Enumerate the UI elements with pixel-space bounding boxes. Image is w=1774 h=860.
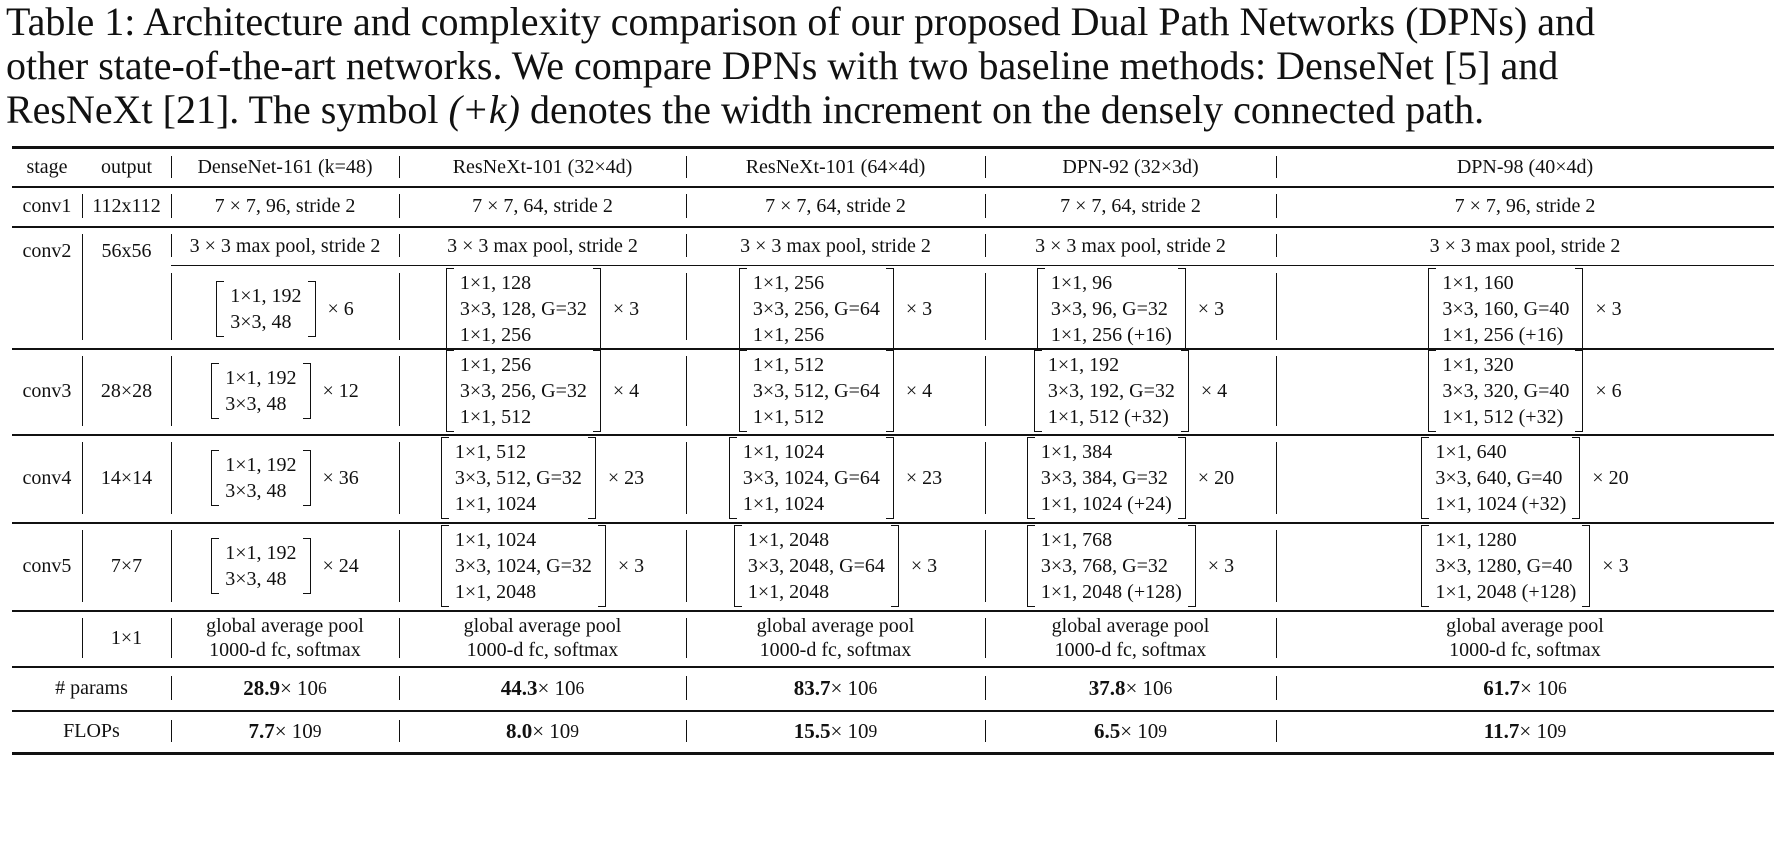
block-line: 1×1, 192	[230, 284, 302, 307]
conv2-block	[686, 269, 985, 348]
caption-line-1: Table 1: Architecture and complexity comparison of our proposed Dual Path Networks (DPNs) and	[6, 0, 1596, 44]
value-unit: × 10	[830, 719, 869, 743]
block-multiplier: × 12	[322, 380, 359, 402]
header-model: DenseNet-161 (k=48)	[197, 156, 373, 178]
block-line: 1×1, 1024	[454, 529, 537, 551]
conv2-block	[985, 269, 1276, 348]
block-line: 1×1, 512	[459, 406, 532, 428]
block-line: 1×1, 256	[459, 323, 532, 346]
flops-value	[399, 710, 686, 752]
block-line: 1×1, 192	[225, 454, 297, 476]
bracket-block	[1421, 525, 1590, 607]
bracket-block	[1027, 437, 1186, 519]
block-multiplier: × 4	[612, 380, 640, 402]
block-line: 1×1, 1024	[454, 493, 537, 515]
bracket-block	[1037, 268, 1186, 350]
block-line: 1×1, 1280	[1435, 529, 1517, 551]
bracket-block	[1428, 268, 1583, 350]
block-line: 1×1, 512 (+32)	[1442, 406, 1564, 428]
value-unit: × 10	[1120, 719, 1159, 743]
value-unit: × 10	[830, 676, 869, 700]
block-multiplier: × 3	[905, 297, 933, 320]
block-line: 3×3, 256, G=32	[459, 380, 587, 402]
block-line: 3×3, 384, G=32	[1040, 467, 1168, 489]
conv4-block	[399, 436, 686, 520]
caption-line-3	[6, 88, 1768, 132]
flops-label: FLOPs	[63, 720, 120, 742]
conv3-block	[686, 350, 985, 432]
conv5-block	[171, 524, 399, 608]
bracket-block	[211, 538, 310, 594]
bracket-block	[1034, 350, 1189, 432]
value-exponent: 6	[1163, 678, 1173, 698]
params-value	[1276, 666, 1774, 710]
stage-label: conv5	[22, 555, 72, 577]
flops-value	[1276, 710, 1774, 752]
block-line: 3×3, 1024, G=32	[454, 555, 592, 577]
block-line: 1×1, 2048 (+128)	[1040, 581, 1182, 603]
final-line-2: 1000-d fc, softmax	[759, 639, 912, 661]
value-exponent: 9	[1158, 721, 1168, 741]
value-unit: × 10	[537, 676, 576, 700]
pool-cell: 3 × 3 max pool, stride 2	[1429, 234, 1621, 257]
block-line: 1×1, 160	[1442, 271, 1514, 294]
params-value	[985, 666, 1276, 710]
block-multiplier: × 3	[1595, 297, 1622, 320]
block-line: 1×1, 512	[752, 354, 825, 376]
block-line: 1×1, 2048	[747, 581, 830, 603]
value-mantissa: 15.5	[793, 719, 831, 743]
value-unit: × 10	[1519, 719, 1558, 743]
block-line: 3×3, 1280, G=40	[1435, 555, 1573, 577]
pool-rule	[171, 265, 1774, 266]
block-line: 3×3, 320, G=40	[1442, 380, 1570, 402]
block-multiplier: × 3	[1197, 297, 1225, 320]
caption-line-3-post: denotes the width increment on the densely connected path.	[519, 87, 1485, 132]
block-line: 1×1, 256 (+16)	[1442, 323, 1564, 346]
block-multiplier: × 6	[1595, 380, 1622, 402]
final-line-2: 1000-d fc, softmax	[1449, 639, 1601, 661]
stage-label: conv1	[22, 195, 72, 217]
block-multiplier: × 4	[1200, 380, 1228, 402]
value-exponent: 9	[570, 721, 580, 741]
value-mantissa: 44.3	[500, 676, 538, 700]
block-line: 1×1, 1024 (+32)	[1435, 493, 1567, 515]
flops-value	[985, 710, 1276, 752]
params-label: # params	[55, 677, 128, 699]
header-model: ResNeXt-101 (32×4d)	[452, 156, 633, 178]
conv3-block	[1276, 350, 1774, 432]
pool-cell: 3 × 3 max pool, stride 2	[189, 234, 381, 257]
block-multiplier: × 24	[322, 555, 359, 577]
bracket-block	[734, 525, 899, 607]
final-line-1: global average pool	[1051, 615, 1210, 637]
header-model: ResNeXt-101 (64×4d)	[745, 156, 926, 178]
conv1-cell: 7 × 7, 96, stride 2	[214, 195, 356, 217]
stage-label: conv3	[22, 380, 72, 402]
block-multiplier: × 23	[905, 467, 943, 489]
value-mantissa: 6.5	[1093, 719, 1121, 743]
bracket-block	[1421, 437, 1580, 519]
bottom-rule	[12, 752, 1774, 755]
block-multiplier: × 6	[327, 297, 354, 320]
output-size: 28×28	[100, 380, 153, 402]
block-multiplier: × 4	[905, 380, 933, 402]
block-line: 1×1, 1024 (+24)	[1040, 493, 1172, 515]
params-value	[686, 666, 985, 710]
conv1-cell: 7 × 7, 64, stride 2	[472, 195, 613, 217]
conv1-cell: 7 × 7, 64, stride 2	[1060, 195, 1201, 217]
block-line: 1×1, 192	[1047, 354, 1120, 376]
conv1-cell: 7 × 7, 64, stride 2	[765, 195, 906, 217]
table-caption	[6, 0, 1768, 132]
bracket-block	[446, 350, 601, 432]
block-line: 3×3, 1024, G=64	[742, 467, 880, 489]
value-mantissa: 7.7	[248, 719, 275, 743]
block-line: 3×3, 48	[225, 568, 287, 590]
final-cell	[399, 610, 686, 666]
pool-cell: 3 × 3 max pool, stride 2	[740, 234, 931, 257]
block-line: 1×1, 320	[1442, 354, 1514, 376]
pool-cell: 3 × 3 max pool, stride 2	[1035, 234, 1226, 257]
value-exponent: 9	[868, 721, 878, 741]
value-mantissa: 28.9	[243, 676, 280, 700]
block-line: 1×1, 512 (+32)	[1047, 406, 1169, 428]
block-multiplier: × 3	[1207, 555, 1235, 577]
conv5-block	[985, 524, 1276, 608]
bracket-block	[211, 450, 310, 506]
block-line: 1×1, 2048 (+128)	[1435, 581, 1577, 603]
conv4-block	[686, 436, 985, 520]
block-multiplier: × 3	[612, 297, 640, 320]
block-multiplier: × 23	[607, 467, 645, 489]
bracket-block	[739, 350, 894, 432]
final-line-2: 1000-d fc, softmax	[209, 639, 361, 661]
final-cell	[171, 610, 399, 666]
conv1-cell: 7 × 7, 96, stride 2	[1454, 195, 1596, 217]
output-size: 56x56	[101, 239, 152, 262]
final-line-1: global average pool	[206, 615, 364, 637]
block-line: 3×3, 128, G=32	[459, 297, 587, 320]
block-line: 3×3, 48	[225, 393, 287, 415]
params-value	[399, 666, 686, 710]
block-line: 1×1, 256 (+16)	[1050, 323, 1172, 346]
output-size: 1×1	[110, 627, 143, 649]
block-line: 1×1, 128	[459, 271, 532, 294]
header-stage: stage	[26, 156, 68, 178]
block-line: 3×3, 96, G=32	[1050, 297, 1168, 320]
block-line: 3×3, 48	[230, 310, 292, 333]
final-cell	[686, 610, 985, 666]
conv4-block	[985, 436, 1276, 520]
block-line: 3×3, 48	[225, 480, 287, 502]
conv2-block	[1276, 269, 1774, 348]
final-line-1: global average pool	[463, 615, 622, 637]
block-line: 1×1, 2048	[747, 529, 830, 551]
header-model: DPN-98 (40×4d)	[1456, 156, 1594, 178]
header-output: output	[100, 156, 153, 178]
header-model: DPN-92 (32×3d)	[1062, 156, 1199, 178]
final-cell	[1276, 610, 1774, 666]
conv3-block	[399, 350, 686, 432]
block-line: 3×3, 768, G=32	[1040, 555, 1168, 577]
stage-label: conv2	[22, 239, 72, 262]
block-line: 3×3, 640, G=40	[1435, 467, 1563, 489]
block-line: 1×1, 640	[1435, 441, 1507, 463]
value-exponent: 6	[1558, 678, 1567, 698]
block-line: 1×1, 256	[752, 271, 825, 294]
bracket-block	[1428, 350, 1583, 432]
block-line: 1×1, 512	[454, 441, 527, 463]
value-mantissa: 8.0	[505, 719, 533, 743]
block-line: 1×1, 256	[752, 323, 825, 346]
value-mantissa: 61.7	[1483, 676, 1520, 700]
final-line-2: 1000-d fc, softmax	[1054, 639, 1207, 661]
conv3-block	[171, 350, 399, 432]
block-line: 1×1, 256	[459, 354, 532, 376]
value-exponent: 9	[312, 721, 322, 741]
conv3-block	[985, 350, 1276, 432]
conv5-block	[686, 524, 985, 608]
block-multiplier: × 3	[910, 555, 938, 577]
bracket-block	[739, 268, 894, 350]
final-line-1: global average pool	[1446, 615, 1604, 637]
block-multiplier: × 36	[322, 467, 359, 489]
value-unit: × 10	[1125, 676, 1164, 700]
value-mantissa: 11.7	[1483, 719, 1520, 743]
value-mantissa: 37.8	[1088, 676, 1126, 700]
block-line: 3×3, 192, G=32	[1047, 380, 1175, 402]
output-size: 112x112	[92, 195, 161, 217]
bracket-block	[211, 363, 310, 419]
block-line: 3×3, 160, G=40	[1442, 297, 1570, 320]
conv2-block	[171, 269, 399, 348]
block-line: 1×1, 192	[225, 367, 297, 389]
architecture-table	[12, 148, 1774, 860]
bracket-block	[441, 525, 606, 607]
output-size: 14×14	[100, 467, 153, 489]
final-line-2: 1000-d fc, softmax	[466, 639, 619, 661]
output-size: 7×7	[110, 555, 143, 577]
params-value	[171, 666, 399, 710]
flops-value	[171, 710, 399, 752]
block-line: 3×3, 2048, G=64	[747, 555, 885, 577]
block-line: 1×1, 768	[1040, 529, 1113, 551]
flops-value	[686, 710, 985, 752]
value-exponent: 9	[1557, 721, 1567, 741]
stage-label: conv4	[22, 467, 72, 489]
value-exponent: 6	[575, 678, 585, 698]
bracket-block	[1027, 525, 1196, 607]
conv4-block	[171, 436, 399, 520]
block-line: 3×3, 512, G=64	[752, 380, 880, 402]
block-line: 1×1, 96	[1050, 271, 1113, 294]
block-line: 1×1, 384	[1040, 441, 1113, 463]
block-line: 1×1, 1024	[742, 441, 825, 463]
block-line: 1×1, 1024	[742, 493, 825, 515]
block-line: 1×1, 2048	[454, 581, 537, 603]
block-multiplier: × 20	[1592, 467, 1629, 489]
value-unit: × 10	[1519, 676, 1559, 700]
block-line: 3×3, 256, G=64	[752, 297, 880, 320]
bracket-block	[216, 281, 315, 337]
block-line: 3×3, 512, G=32	[454, 467, 582, 489]
value-mantissa: 83.7	[793, 676, 831, 700]
caption-line-2: other state-of-the-art networks. We compare DPNs with two baseline methods: DenseNet [5] and	[6, 43, 1559, 88]
value-unit: × 10	[279, 676, 319, 700]
block-multiplier: × 3	[1602, 555, 1629, 577]
caption-line-3-pre: ResNeXt [21]. The symbol	[6, 87, 449, 132]
caption-symbol: (+k)	[448, 87, 520, 132]
final-line-1: global average pool	[756, 615, 915, 637]
bracket-block	[441, 437, 596, 519]
conv4-block	[1276, 436, 1774, 520]
value-unit: × 10	[274, 719, 313, 743]
block-multiplier: × 20	[1197, 467, 1235, 489]
conv2-block	[399, 269, 686, 348]
bracket-block	[446, 268, 601, 350]
bracket-block	[729, 437, 894, 519]
final-cell	[985, 610, 1276, 666]
value-unit: × 10	[532, 719, 571, 743]
pool-cell: 3 × 3 max pool, stride 2	[447, 234, 638, 257]
conv5-block	[1276, 524, 1774, 608]
value-exponent: 6	[868, 678, 878, 698]
block-line: 1×1, 512	[752, 406, 825, 428]
block-line: 1×1, 192	[225, 542, 297, 564]
block-multiplier: × 3	[617, 555, 645, 577]
value-exponent: 6	[318, 678, 327, 698]
conv5-block	[399, 524, 686, 608]
